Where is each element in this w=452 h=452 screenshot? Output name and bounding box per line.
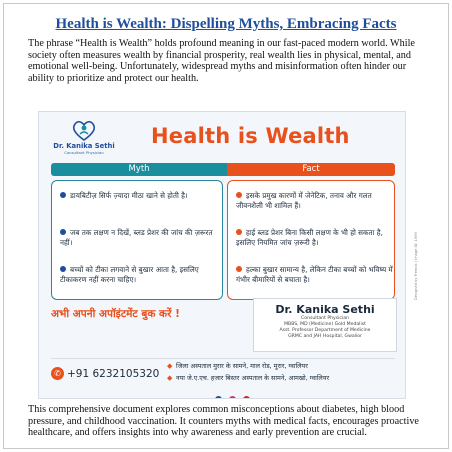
phone-icon: ✆ (51, 367, 64, 380)
doctor-hospital: GRMC and JAH Hospital, Gwalior (288, 334, 362, 339)
bullet-icon (236, 266, 242, 272)
doctor-card (253, 298, 397, 352)
facebook-icon (215, 396, 222, 399)
youtube-icon (243, 396, 250, 399)
bullet-icon (60, 229, 66, 235)
watermark-text: Designed by Freepik | Image ID: 1999 (414, 232, 418, 300)
location-pin-icon: ◆ (167, 362, 173, 370)
doctor-degree: MBBS, MD (Medicine) Gold Medalist (284, 322, 366, 327)
logo-name: Dr. Kanika Sethi (53, 142, 115, 150)
document-title: Health is Wealth: Dispelling Myths, Embracing Facts (55, 16, 397, 32)
fact-header: Fact (227, 163, 395, 176)
myth-header: Myth (51, 163, 227, 176)
clinic-logo (47, 118, 121, 160)
fact-item: हल्का बुखार सामान्य है, लेकिन टीका बच्चों को भविष्य में गंभीर बीमारियों से बचाता है। (236, 265, 393, 284)
fact-column (227, 180, 395, 300)
health-poster (38, 111, 406, 399)
logo-mark-icon (70, 118, 98, 142)
address-line: ◆ जिला अस्पताल मुरार के सामने, माल रोड, मुरार, ग्वालियर (167, 362, 308, 370)
poster-headline: Health is Wealth (151, 124, 350, 148)
phone-number: ✆ +91 6232105320 (51, 367, 159, 380)
bullet-icon (60, 266, 66, 272)
myth-item: डायबिटीज़ सिर्फ ज़्यादा मीठा खाने से होती है। (60, 191, 220, 201)
logo-subtitle: Consultant Physician (64, 150, 104, 155)
doctor-name: Dr. Kanika Sethi (275, 303, 375, 316)
closing-paragraph: This comprehensive document explores common misconceptions about diabetes, high blood pressure, and childhood vaccination. It counters myths with medical facts, encourages proactive healthcare, and offers insights into why awareness and early prevention are crucial. (28, 404, 419, 439)
myth-item: जब तक लक्षण न दिखें, ब्लड प्रेशर की जांच की ज़रूरत नहीं। (60, 228, 213, 247)
fact-item: इसके प्रमुख कारणों में जेनेटिक, तनाव और गलत जीवनशैली भी शामिल हैं। (236, 191, 372, 210)
address-line: ◆ नया जे.ए.एच. हजार बिस्तर अस्पताल के सामने, आमखो, ग्वालियर (167, 374, 330, 382)
fact-item: हाई ब्लड प्रेशर बिना किसी लक्षण के भी हो सकता है, इसलिए नियमित जांच ज़रूरी है। (236, 228, 383, 247)
social-icons (215, 388, 252, 396)
doctor-title: Consultant Physician (301, 316, 349, 321)
bullet-icon (60, 192, 66, 198)
bullet-icon (236, 229, 242, 235)
book-appointment-cta: अभी अपनी अपॉइंटमेंट बुक करें ! (51, 308, 180, 320)
location-pin-icon: ◆ (167, 374, 173, 382)
doctor-position: Asst. Professor Department of Medicine (279, 328, 371, 333)
myth-column (51, 180, 223, 300)
myth-item: बच्चों को टीका लगवाने से बुखार आता है, इसलिए टीकाकरण नहीं करना चाहिए। (60, 265, 199, 284)
intro-paragraph: The phrase “Health is Wealth” holds profound meaning in our fast-paced modern world. While society often measures wealth by financial prosperity, real wealth lies in physical, mental, and emotional well-being. Unfortunately, widespread myths and misinformation often hinder our ability to prioritize and protect our health. (28, 38, 415, 84)
instagram-icon (229, 396, 236, 399)
bullet-icon (236, 192, 242, 198)
divider (51, 358, 395, 359)
myth-fact-header (51, 163, 395, 176)
